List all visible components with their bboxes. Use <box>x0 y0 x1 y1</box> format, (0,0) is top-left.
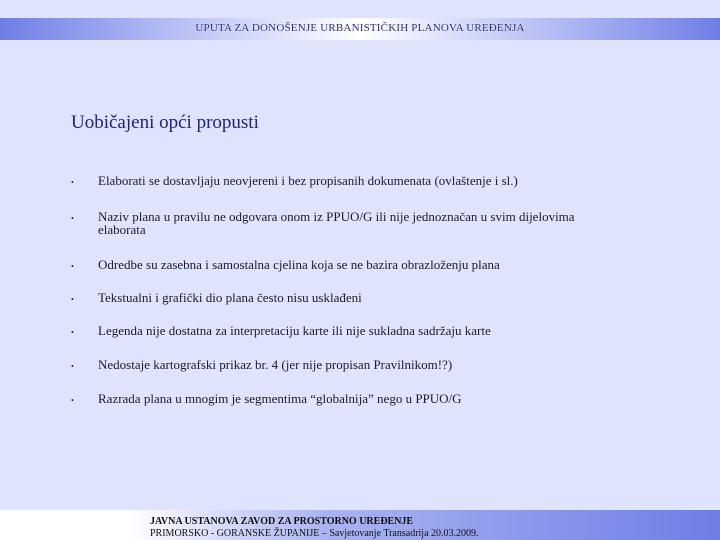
list-item-text: Elaborati se dostavljaju neovjereni i bez propisanih dokumenata (ovlaštenje i sl.) <box>98 173 518 188</box>
bullet-icon: • <box>71 262 74 271</box>
list-item-text: Legenda nije dostatna za interpretaciju karte ili nije sukladna sadržaju karte <box>98 323 491 338</box>
list-item-text: Nedostaje kartografski prikaz br. 4 (jer nije propisan Pravilnikom!?) <box>98 357 453 372</box>
list-item-text: Razrada plana u mnogim je segmentima “globalnija” nego u PPUO/G <box>98 391 462 406</box>
section-heading: Uobičajeni opći propusti <box>71 112 259 133</box>
footer-organization: JAVNA USTANOVA ZAVOD ZA PROSTORNO UREĐENJE <box>150 516 414 527</box>
list-item-text: Tekstualni i grafički dio plana često nisu usklađeni <box>98 290 362 305</box>
header-bar <box>0 18 720 40</box>
document-title: UPUTA ZA DONOŠENJE URBANISTIČKIH PLANOVA UREĐENJA <box>195 22 525 34</box>
bullet-icon: • <box>71 178 74 187</box>
bullet-icon: • <box>71 214 74 223</box>
list-item-text: Odredbe su zasebna i samostalna cjelina koja se ne bazira obrazloženju plana <box>98 257 500 272</box>
footer-bar <box>0 510 720 540</box>
bullet-icon: • <box>71 362 74 371</box>
bullet-icon: • <box>71 328 74 337</box>
bullet-icon: • <box>71 396 74 405</box>
footer-event: PRIMORSKO - GORANSKE ŽUPANIJE – Savjetovanje Transadrija 20.03.2009. <box>150 528 479 539</box>
bullet-icon: • <box>71 295 74 304</box>
list-item-text: Naziv plana u pravilu ne odgovara onom iz PPUO/G ili nije jednoznačan u svim dijelovima elaborata <box>98 209 575 237</box>
